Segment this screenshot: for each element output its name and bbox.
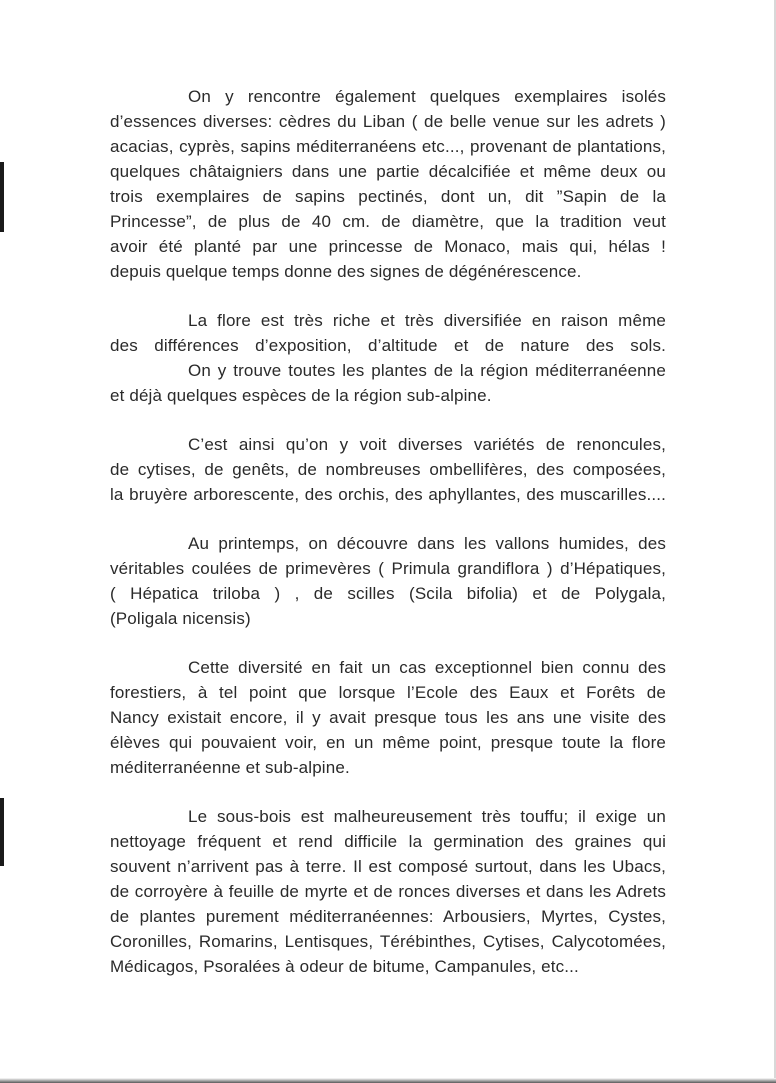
text-line: des différences d’exposition, d’altitude et de nature des sols. — [110, 336, 666, 355]
text-line: C’est ainsi qu’on y voit diverses variétés de renoncules, — [188, 435, 666, 454]
text-line: de corroyère à feuille de myrte et de ronces diverses et dans les Adrets — [110, 882, 666, 901]
text-line: de plantes purement méditerranéennes: Arbousiers, Myrtes, Cystes, — [110, 907, 666, 926]
paragraph-plants-region — [110, 358, 666, 408]
text-line: Princesse”, de plus de 40 cm. de diamètre, que la tradition veut — [110, 212, 666, 231]
paragraph-diversity — [110, 655, 666, 780]
text-line: Au printemps, on découvre dans les vallons humides, des — [188, 534, 666, 553]
binding-mark-top — [0, 162, 4, 232]
text-line: élèves qui pouvaient voir, en un même point, presque toute la flore — [110, 733, 666, 752]
paragraph-undergrowth — [110, 804, 666, 979]
text-line: de cytises, de genêts, de nombreuses ombellifères, des composées, — [110, 460, 666, 479]
text-line: ( Hépatica triloba ) , de scilles (Scila bifolia) et de Polygala, — [110, 584, 666, 603]
text-line: nettoyage fréquent et rend difficile la germination des graines qui — [110, 832, 666, 851]
text-line: Nancy existait encore, il y avait presque tous les ans une visite des — [110, 708, 666, 727]
text-line: depuis quelque temps donne des signes de dégénérescence. — [110, 262, 582, 281]
text-line: On y trouve toutes les plantes de la région méditerranéenne — [188, 361, 666, 380]
text-line: (Poligala nicensis) — [110, 609, 251, 628]
text-line: d’essences diverses: cèdres du Liban ( de belle venue sur les adrets ) — [110, 112, 666, 131]
text-line: méditerranéenne et sub-alpine. — [110, 758, 350, 777]
page-bottom-edge — [0, 1078, 776, 1083]
text-line: Médicagos, Psoralées à odeur de bitume, Campanules, etc... — [110, 957, 579, 976]
text-line: La flore est très riche et très diversifiée en raison même — [188, 311, 666, 330]
text-line: On y rencontre également quelques exemplaires isolés — [188, 87, 666, 106]
text-line: souvent n’arrivent pas à terre. Il est composé surtout, dans les Ubacs, — [110, 857, 666, 876]
text-line: Le sous-bois est malheureusement très touffu; il exige un — [188, 807, 666, 826]
text-line: Coronilles, Romarins, Lentisques, Térébinthes, Cytises, Calycotomées, — [110, 932, 666, 951]
paragraph-trees — [110, 84, 666, 284]
text-line: acacias, cyprès, sapins méditerranéens etc..., provenant de plantations, — [110, 137, 666, 156]
text-line: quelques châtaigniers dans une partie décalcifiée et même deux ou — [110, 162, 666, 181]
binding-mark-bottom — [0, 798, 4, 866]
paragraph-flora — [110, 308, 666, 358]
body-text — [110, 84, 666, 979]
text-line: trois exemplaires de sapins pectinés, dont un, dit ”Sapin de la — [110, 187, 666, 206]
text-line: et déjà quelques espèces de la région sub-alpine. — [110, 386, 492, 405]
text-line: véritables coulées de primevères ( Primula grandiflora ) d’Hépatiques, — [110, 559, 666, 578]
paragraph-varieties — [110, 432, 666, 507]
text-line: la bruyère arborescente, des orchis, des aphyllantes, des muscarilles.... — [110, 485, 666, 504]
text-line: avoir été planté par une princesse de Monaco, mais qui, hélas ! — [110, 237, 666, 256]
paragraph-spring — [110, 531, 666, 631]
text-line: Cette diversité en fait un cas exceptionnel bien connu des — [188, 658, 666, 677]
text-line: forestiers, à tel point que lorsque l’Ecole des Eaux et Forêts de — [110, 683, 666, 702]
